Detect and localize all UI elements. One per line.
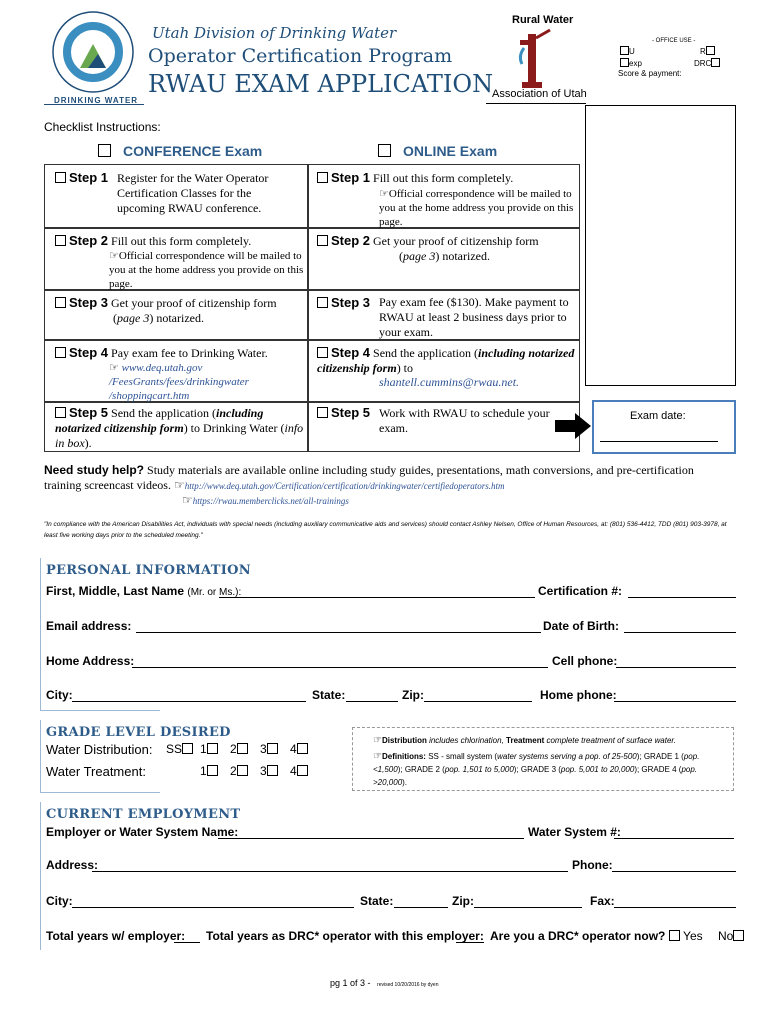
drc-years-input[interactable]: [456, 931, 484, 943]
note-text: Official correspondence will be mailed to you at the home address you provide on this page.: [379, 188, 574, 228]
note-treat-text: complete treatment of surface water.: [544, 736, 677, 745]
grade-note-1: [361, 734, 725, 747]
office-u: [620, 46, 635, 56]
step-label: Step 5: [69, 405, 109, 420]
grade-section-title: GRADE LEVEL DESIRED: [46, 725, 231, 740]
study-link-1[interactable]: http://www.deq.utah.gov/Certification/certification/drinkingwater/certifiedoperators.htm: [184, 481, 505, 491]
conference-checkbox[interactable]: [98, 144, 111, 157]
ada-notice: "In compliance with the American Disabilities Act, individuals with special needs (including auxiliary communicative aids and services) should contact Ashley Nelsen, Office of Human Resources, at: (801) 536-4412, TDD (801) 903-3978, at least five working days prior to the scheduled meeting.": [44, 521, 727, 539]
treat-2-checkbox[interactable]: [237, 765, 248, 776]
cert-label: Certification #:: [538, 584, 623, 598]
note-def-em-1: water systems serving a pop. of 25-500: [497, 752, 637, 761]
hand-icon: ☞: [109, 250, 119, 262]
drc-question: [490, 929, 744, 943]
online-step-3: [308, 290, 580, 340]
office-u-label: U: [629, 47, 635, 56]
conference-step-3: [44, 290, 308, 340]
grade-note-2: [361, 750, 725, 789]
personal-border: [40, 558, 41, 710]
paren-open: (: [113, 311, 117, 325]
city-label: City:: [46, 688, 73, 702]
link-text: www.deq.utah.gov /FeesGrants/fees/drinkingwater /shoppingcart.htm: [109, 362, 249, 402]
conf-step4-checkbox[interactable]: [55, 347, 66, 358]
office-r: [700, 46, 715, 56]
emp-zip-input[interactable]: [474, 896, 582, 908]
footer: [330, 978, 438, 988]
personal-section-title: PERSONAL INFORMATION: [46, 563, 251, 578]
water-system-input[interactable]: [614, 827, 734, 839]
office-exp-label: exp: [629, 59, 642, 68]
online-step-1: [308, 164, 580, 228]
conf-step3-checkbox[interactable]: [55, 297, 66, 308]
step-label: Step 5: [331, 405, 371, 420]
home-address-label: Home Address:: [46, 654, 135, 668]
office-drc-label: DRC: [694, 59, 712, 68]
online-step-2: [308, 228, 580, 290]
state-input[interactable]: [346, 690, 398, 702]
office-exp-checkbox[interactable]: [620, 58, 629, 67]
rural-water-bottom: Association of Utah: [492, 88, 587, 100]
home-phone-input[interactable]: [614, 690, 736, 702]
home-address-input[interactable]: [132, 656, 548, 668]
step-text: Fill out this form completely.: [111, 234, 252, 248]
pump-icon: [514, 28, 554, 90]
employment-border: [40, 802, 41, 950]
note-distribution-bold: Distribution: [381, 736, 427, 745]
shoppingcart-link[interactable]: [109, 361, 289, 403]
study-help-text: Study materials are available online including study guides, presentations, math conversions, and pre-certification training screencast videos.: [44, 463, 694, 492]
step-text-2: ) to: [396, 361, 414, 375]
step-label: Step 3: [69, 295, 109, 310]
grade-border-bottom: [40, 792, 160, 793]
logo-caption: DRINKING WATER: [54, 96, 139, 105]
step-label: Step 2: [331, 233, 371, 248]
level-1-label: 1: [200, 764, 207, 778]
emp-city-label: City:: [46, 894, 73, 908]
office-score: Score & payment:: [618, 69, 682, 78]
emp-address-input[interactable]: [92, 860, 568, 872]
conference-step-4: [44, 340, 308, 402]
state-label: State:: [312, 688, 346, 702]
paren-close: ) notarized.: [435, 249, 490, 263]
zip-input[interactable]: [424, 690, 532, 702]
online-checkbox[interactable]: [378, 144, 391, 157]
office-use-box: [614, 36, 722, 80]
email-input[interactable]: [136, 621, 541, 633]
emp-fax-input[interactable]: [614, 896, 736, 908]
office-r-label: R: [700, 47, 706, 56]
dist-2-checkbox[interactable]: [237, 743, 248, 754]
conf-step5-checkbox[interactable]: [55, 407, 66, 418]
level-3-label: 3: [260, 764, 267, 778]
online-step4-checkbox[interactable]: [317, 347, 328, 358]
drc-no-checkbox[interactable]: [733, 930, 744, 941]
office-exp: [620, 58, 642, 68]
checklist-label: Checklist Instructions:: [44, 120, 161, 134]
step-text: Send the application (: [373, 346, 478, 360]
step-text: Send the application (: [111, 406, 216, 420]
ss-label: SS: [166, 742, 183, 756]
hand-icon: ☞: [109, 362, 122, 374]
step-text-3: ).: [84, 436, 92, 450]
step-text: Pay exam fee ($130). Make payment to RWAU at least 2 business days prior to your exam.: [379, 295, 569, 339]
hand-icon: ☞: [173, 478, 185, 492]
years-employer-label: Total years w/ employer:: [46, 929, 186, 943]
emp-state-input[interactable]: [394, 896, 448, 908]
dist-3-checkbox[interactable]: [267, 743, 278, 754]
step-label: Step 4: [69, 345, 109, 360]
drc-question-text: Are you a DRC* operator now?: [490, 929, 666, 943]
conference-step-1: [44, 164, 308, 228]
office-drc: [694, 58, 720, 68]
note-def-6: ).: [402, 778, 408, 787]
note-def-em-2: pop. <1,500: [373, 752, 700, 774]
water-distribution-row: [46, 742, 316, 757]
exam-date-input[interactable]: [600, 430, 718, 442]
note-def-em-3: pop. 1,501 to 5,000: [444, 765, 514, 774]
level-2-label: 2: [230, 742, 237, 756]
emp-phone-input[interactable]: [612, 860, 736, 872]
cell-phone-label: Cell phone:: [552, 654, 618, 668]
online-step3-checkbox[interactable]: [317, 297, 328, 308]
exam-date-box: [592, 400, 736, 454]
note-def-3: ); GRADE 2 (: [397, 765, 445, 774]
dob-input[interactable]: [624, 621, 736, 633]
note-definitions-bold: Definitions:: [381, 752, 426, 761]
employer-label: Employer or Water System Name:: [46, 825, 239, 839]
step-text-2: [113, 311, 204, 326]
note-def-4: ); GRADE 3 (: [513, 765, 561, 774]
step-text: Fill out this form completely.: [373, 171, 514, 185]
online-step-4: [308, 340, 580, 402]
dist-4-checkbox[interactable]: [297, 743, 308, 754]
conference-step-2: [44, 228, 308, 290]
home-phone-label: Home phone:: [540, 688, 617, 702]
conf-step2-checkbox[interactable]: [55, 235, 66, 246]
emp-state-label: State:: [360, 894, 394, 908]
email-label: Email address:: [46, 619, 132, 633]
hand-icon: ☞: [379, 188, 389, 200]
dist-ss-checkbox[interactable]: [182, 743, 193, 754]
study-help-title: Need study help?: [44, 463, 145, 477]
note-def-2: ); GRADE 1 (: [636, 752, 684, 761]
rwau-email-link[interactable]: shantell.cummins@rwau.net.: [379, 375, 520, 389]
treat-1-checkbox[interactable]: [207, 765, 218, 776]
online-heading: [378, 143, 497, 161]
step-text: Register for the Water Operator Certification Classes for the upcoming RWAU conference.: [117, 171, 269, 215]
level-2-label: 2: [230, 764, 237, 778]
employer-input[interactable]: [218, 827, 524, 839]
step-text: Pay exam fee to Drinking Water.: [111, 346, 268, 360]
conference-step-5: [44, 402, 308, 452]
study-link-2-row: [182, 493, 349, 508]
zip-label: Zip:: [402, 688, 424, 702]
step-label: Step 3: [331, 295, 371, 310]
level-4-label: 4: [290, 764, 297, 778]
step-label: Step 4: [331, 345, 371, 360]
step-label: Step 1: [331, 170, 371, 185]
step-text: Get your proof of citizenship form: [111, 296, 277, 310]
level-4-label: 4: [290, 742, 297, 756]
name-hint: (Mr. or Ms.):: [187, 587, 242, 598]
city-input[interactable]: [72, 690, 306, 702]
grade-border: [40, 720, 41, 792]
treat-3-checkbox[interactable]: [267, 765, 278, 776]
online-heading-text: ONLINE Exam: [403, 143, 498, 159]
personal-border-bottom: [40, 710, 160, 711]
grade-definitions-box: [352, 727, 734, 791]
rural-rule: [486, 103, 586, 104]
treat-4-checkbox[interactable]: [297, 765, 308, 776]
page-number: pg 1 of 3 -: [330, 978, 371, 988]
step-text: Work with RWAU to schedule your exam.: [379, 406, 550, 435]
name-label-text: First, Middle, Last Name: [46, 584, 185, 598]
step-em-2: info in box: [55, 421, 304, 450]
drc-yes-checkbox[interactable]: [669, 930, 680, 941]
page-ref: page 3: [117, 311, 150, 325]
emp-phone-label: Phone:: [572, 858, 613, 872]
page-ref: page 3: [403, 249, 436, 263]
office-u-checkbox[interactable]: [620, 46, 629, 55]
cert-input[interactable]: [628, 586, 736, 598]
treatment-label: Water Treatment:: [46, 764, 146, 779]
hand-icon: ☞: [373, 735, 382, 746]
program-name: Operator Certification Program: [148, 45, 453, 67]
employment-section-title: CURRENT EMPLOYMENT: [46, 807, 241, 822]
office-use-title: - OFFICE USE -: [652, 38, 696, 44]
paren-open: (: [399, 249, 403, 263]
step-text-2: [399, 249, 490, 264]
note-def-em-5: pop. >20,000: [373, 765, 698, 787]
header-rule: [44, 104, 144, 105]
conf-step1-checkbox[interactable]: [55, 172, 66, 183]
exam-date-label: Exam date:: [630, 410, 686, 422]
name-input[interactable]: [219, 586, 535, 598]
note-treatment-bold: Treatment: [506, 736, 545, 745]
emp-address-label: Address:: [46, 858, 99, 872]
step-text-2: ) to Drinking Water (: [183, 421, 285, 435]
note-def-5: ); GRADE 4 (: [634, 765, 682, 774]
revised-note: revised 10/20/2016 by dyen: [377, 982, 439, 988]
step-note: [109, 249, 305, 291]
name-label: [46, 584, 241, 598]
study-help: [44, 463, 734, 494]
emp-fax-label: Fax:: [590, 894, 615, 908]
dob-label: Date of Birth:: [543, 619, 619, 633]
step-text: Get your proof of citizenship form: [373, 234, 539, 248]
dist-1-checkbox[interactable]: [207, 743, 218, 754]
hand-icon: ☞: [373, 751, 382, 762]
water-system-label: Water System #:: [528, 825, 621, 839]
online-step5-checkbox[interactable]: [317, 407, 328, 418]
step-note: [379, 187, 575, 229]
step-label: Step 2: [69, 233, 109, 248]
online-step-5: [308, 402, 580, 452]
ddw-logo: [44, 6, 142, 104]
division-name: Utah Division of Drinking Water: [152, 24, 397, 42]
drc-no-label: No: [717, 929, 734, 943]
water-treatment-row: [46, 764, 316, 779]
drc-yes-label: Yes: [683, 929, 703, 943]
drc-years-label: Total years as DRC* operator with this employer:: [206, 929, 484, 943]
arrow-right-icon: [553, 412, 593, 440]
step-em: including notarized citizenship form: [317, 346, 575, 375]
step-label: Step 1: [69, 170, 109, 185]
note-def-em-4: pop. 5,001 to 20,000: [560, 765, 635, 774]
cell-phone-input[interactable]: [616, 656, 736, 668]
study-link-2[interactable]: https://rwau.memberclicks.net/all-trainings: [192, 496, 349, 506]
paren-close: ) notarized.: [149, 311, 204, 325]
online-step1-checkbox[interactable]: [317, 172, 328, 183]
note-def-1: SS - small system (: [425, 752, 498, 761]
rural-water-top: Rural Water: [512, 14, 574, 26]
years-employer-input[interactable]: [174, 931, 200, 943]
online-step2-checkbox[interactable]: [317, 235, 328, 246]
emp-zip-label: Zip:: [452, 894, 474, 908]
photo-box: [585, 105, 736, 386]
step-em: including notarized citizenship form: [55, 406, 264, 435]
emp-city-input[interactable]: [72, 896, 354, 908]
office-drc-checkbox[interactable]: [711, 58, 720, 67]
level-1-label: 1: [200, 742, 207, 756]
hand-icon: ☞: [182, 493, 193, 507]
level-3-label: 3: [260, 742, 267, 756]
conference-heading: [98, 143, 262, 161]
note-text: Official correspondence will be mailed to you at the home address you provide on this page.: [109, 250, 304, 290]
office-r-checkbox[interactable]: [706, 46, 715, 55]
note-dist-text: includes chlorination,: [426, 736, 507, 745]
conference-heading-text: CONFERENCE Exam: [123, 143, 263, 159]
page-title: RWAU EXAM APPLICATION: [148, 70, 494, 98]
distribution-label: Water Distribution:: [46, 742, 153, 757]
